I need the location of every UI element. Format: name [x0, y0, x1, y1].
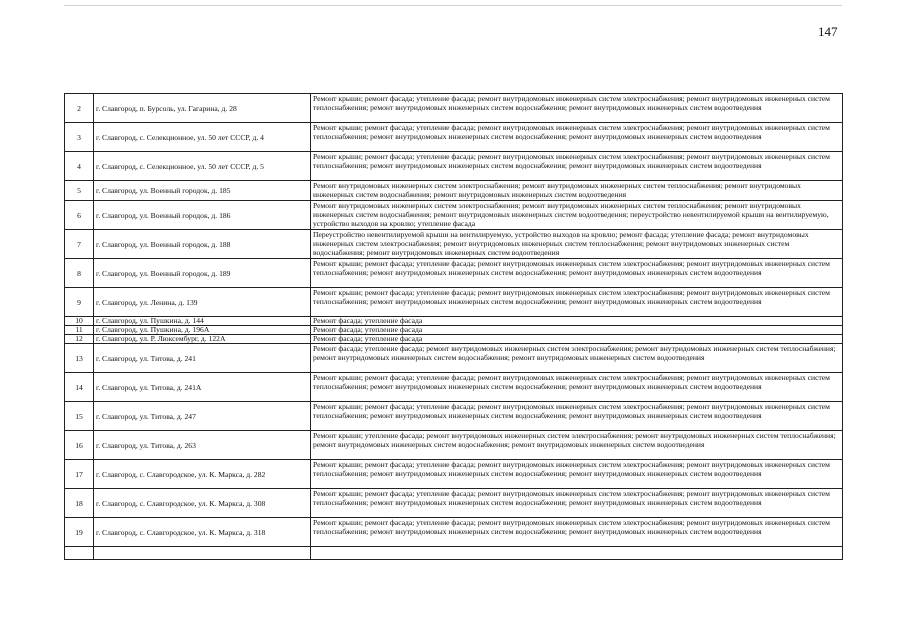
table-row [65, 123, 843, 152]
row-address: г. Славгород, с. Славгородское, ул. К. Маркса, д. 318 [94, 518, 311, 547]
row-address: г. Славгород, ул. Военный городок, д. 186 [94, 201, 311, 230]
row-works: Ремонт крыши; утепление фасада; ремонт внутридомовых инженерных систем электроснабжения; ремонт внутридомовых инженерных систем теплоснабжения; ремонт внутридомовых инженерных систем водоснабжения; ремонт внутридомовых инженерных систем водоотведения [311, 431, 843, 460]
table-row [65, 335, 843, 344]
row-address: г. Славгород, ул. Пушкина, д. 196А [94, 326, 311, 335]
row-works: Ремонт внутридомовых инженерных систем электроснабжения; ремонт внутридомовых инженерных систем теплоснабжения; ремонт внутридомовых инженерных систем водоснабжения; ремонт внутридомовых инженерных систем водоотведения [311, 181, 843, 201]
empty-cell [94, 547, 311, 560]
row-works: Ремонт крыши; ремонт фасада; утепление фасада; ремонт внутридомовых инженерных систем электроснабжения; ремонт внутридомовых инженерных систем теплоснабжения; ремонт внутридомовых инженерных систем водоснабжения; ремонт внутридомовых инженерных систем водоотведения [311, 152, 843, 181]
row-address: г. Славгород, ул. Ленина, д. 139 [94, 288, 311, 317]
row-address: г. Славгород, ул. Военный городок, д. 189 [94, 259, 311, 288]
row-works: Ремонт крыши; ремонт фасада; утепление фасада; ремонт внутридомовых инженерных систем электроснабжения; ремонт внутридомовых инженерных систем теплоснабжения; ремонт внутридомовых инженерных систем водоснабжения; ремонт внутридомовых инженерных систем водоотведения [311, 123, 843, 152]
row-address: г. Славгород, с. Славгородское, ул. К. Маркса, д. 282 [94, 460, 311, 489]
row-works: Ремонт крыши; ремонт фасада; утепление фасада; ремонт внутридомовых инженерных систем электроснабжения; ремонт внутридомовых инженерных систем теплоснабжения; ремонт внутридомовых инженерных систем водоснабжения; ремонт внутридомовых инженерных систем водоотведения [311, 373, 843, 402]
row-number: 11 [65, 326, 94, 335]
row-works: Ремонт крыши; ремонт фасада; утепление фасада; ремонт внутридомовых инженерных систем электроснабжения; ремонт внутридомовых инженерных систем теплоснабжения; ремонт внутридомовых инженерных систем водоснабжения; ремонт внутридомовых инженерных систем водоотведения [311, 94, 843, 123]
table-row [65, 460, 843, 489]
row-number: 4 [65, 152, 94, 181]
row-works: Ремонт крыши; ремонт фасада; утепление фасада; ремонт внутридомовых инженерных систем электроснабжения; ремонт внутридомовых инженерных систем теплоснабжения; ремонт внутридомовых инженерных систем водоснабжения; ремонт внутридомовых инженерных систем водоотведения [311, 288, 843, 317]
row-address: г. Славгород, п. Бурсоль, ул. Гагарина, д. 28 [94, 94, 311, 123]
table-row [65, 317, 843, 326]
row-works: Ремонт крыши; ремонт фасада; утепление фасада; ремонт внутридомовых инженерных систем электроснабжения; ремонт внутридомовых инженерных систем теплоснабжения; ремонт внутридомовых инженерных систем водоснабжения; ремонт внутридомовых инженерных систем водоотведения [311, 402, 843, 431]
row-number: 16 [65, 431, 94, 460]
row-number: 5 [65, 181, 94, 201]
table-row [65, 489, 843, 518]
table-row [65, 230, 843, 259]
page-number: 147 [818, 24, 838, 39]
table-row [65, 152, 843, 181]
row-address: г. Славгород, ул. Военный городок, д. 185 [94, 181, 311, 201]
row-number: 7 [65, 230, 94, 259]
scan-edge-line [64, 5, 842, 6]
row-number: 10 [65, 317, 94, 326]
row-address: г. Славгород, с. Селекционное, ул. 50 лет СССР, д. 5 [94, 152, 311, 181]
table-row-empty [65, 547, 843, 560]
table-row [65, 181, 843, 201]
table-row [65, 94, 843, 123]
row-address: г. Славгород, ул. Р. Люксембург, д. 122А [94, 335, 311, 344]
table-row [65, 431, 843, 460]
empty-cell [65, 547, 94, 560]
row-address: г. Славгород, ул. Титова, д. 247 [94, 402, 311, 431]
row-address: г. Славгород, ул. Пушкина, д. 144 [94, 317, 311, 326]
table-row [65, 344, 843, 373]
row-address: г. Славгород, с. Славгородское, ул. К. Маркса, д. 308 [94, 489, 311, 518]
row-number: 3 [65, 123, 94, 152]
table-row [65, 288, 843, 317]
row-address: г. Славгород, с. Селекционное, ул. 50 лет СССР, д. 4 [94, 123, 311, 152]
row-works: Ремонт внутридомовых инженерных систем электроснабжения; ремонт внутридомовых инженерных систем теплоснабжения; ремонт внутридомовых инженерных систем водоснабжения; ремонт внутридомовых инженерных систем водоотведения; переустройство невентилируемой крыши на вентилируемую, устройство выходов на кровлю; утепление фасада [311, 201, 843, 230]
row-works: Ремонт фасада; утепление фасада [311, 326, 843, 335]
row-address: г. Славгород, ул. Титова, д. 263 [94, 431, 311, 460]
empty-cell [311, 547, 843, 560]
row-works: Ремонт фасада; утепление фасада; ремонт внутридомовых инженерных систем электроснабжения; ремонт внутридомовых инженерных систем теплоснабжения; ремонт внутридомовых инженерных систем водоснабжения; ремонт внутридомовых инженерных систем водоотведения [311, 344, 843, 373]
row-works: Ремонт крыши; ремонт фасада; утепление фасада; ремонт внутридомовых инженерных систем электроснабжения; ремонт внутридомовых инженерных систем теплоснабжения; ремонт внутридомовых инженерных систем водоснабжения; ремонт внутридомовых инженерных систем водоотведения [311, 259, 843, 288]
row-number: 13 [65, 344, 94, 373]
table-row [65, 326, 843, 335]
row-address: г. Славгород, ул. Титова, д. 241 [94, 344, 311, 373]
row-number: 2 [65, 94, 94, 123]
row-number: 15 [65, 402, 94, 431]
row-number: 14 [65, 373, 94, 402]
works-table [64, 93, 843, 560]
row-number: 8 [65, 259, 94, 288]
table-row [65, 373, 843, 402]
row-number: 18 [65, 489, 94, 518]
row-works: Ремонт крыши; ремонт фасада; утепление фасада; ремонт внутридомовых инженерных систем электроснабжения; ремонт внутридомовых инженерных систем теплоснабжения; ремонт внутридомовых инженерных систем водоснабжения; ремонт внутридомовых инженерных систем водоотведения [311, 518, 843, 547]
row-works: Ремонт фасада; утепление фасада [311, 317, 843, 326]
row-number: 12 [65, 335, 94, 344]
row-works: Ремонт фасада; утепление фасада [311, 335, 843, 344]
row-address: г. Славгород, ул. Военный городок, д. 188 [94, 230, 311, 259]
row-address: г. Славгород, ул. Титова, д. 241А [94, 373, 311, 402]
row-works: Ремонт крыши; ремонт фасада; утепление фасада; ремонт внутридомовых инженерных систем электроснабжения; ремонт внутридомовых инженерных систем теплоснабжения; ремонт внутридомовых инженерных систем водоснабжения; ремонт внутридомовых инженерных систем водоотведения [311, 489, 843, 518]
row-number: 19 [65, 518, 94, 547]
table-row [65, 201, 843, 230]
table-row [65, 259, 843, 288]
row-number: 17 [65, 460, 94, 489]
row-works: Ремонт крыши; ремонт фасада; утепление фасада; ремонт внутридомовых инженерных систем электроснабжения; ремонт внутридомовых инженерных систем теплоснабжения; ремонт внутридомовых инженерных систем водоснабжения; ремонт внутридомовых инженерных систем водоотведения [311, 460, 843, 489]
table-row [65, 402, 843, 431]
row-works: Переустройство невентилируемой крыши на вентилируемую, устройство выходов на кровлю; ремонт фасада; утепление фасада; ремонт внутридомовых инженерных систем электроснабжения; ремонт внутридомовых инженерных систем теплоснабжения; ремонт внутридомовых инженерных систем водоснабжения; ремонт внутридомовых инженерных систем водоотведения [311, 230, 843, 259]
table-row [65, 518, 843, 547]
row-number: 6 [65, 201, 94, 230]
row-number: 9 [65, 288, 94, 317]
